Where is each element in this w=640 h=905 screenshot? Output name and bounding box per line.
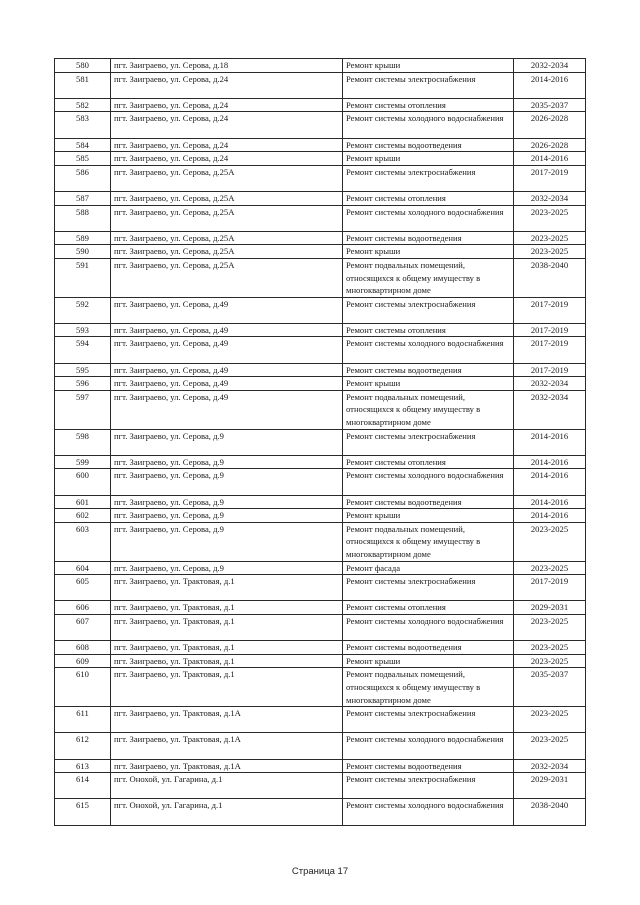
period-cell: 2014-2016 <box>514 72 586 98</box>
period-cell: 2026-2028 <box>514 112 586 138</box>
address-cell: пгт. Заиграево, ул. Серова, д.49 <box>111 390 343 429</box>
table-row <box>55 98 586 112</box>
period-cell: 2038-2040 <box>514 799 586 825</box>
row-number-cell: 606 <box>55 601 111 615</box>
table-row <box>55 377 586 391</box>
row-number-cell: 586 <box>55 165 111 191</box>
work-type-cell: Ремонт системы водоотведения <box>343 759 514 773</box>
table-row <box>55 773 586 799</box>
work-type-cell: Ремонт системы отопления <box>343 601 514 615</box>
work-type-cell: Ремонт системы водоотведения <box>343 231 514 245</box>
address-cell: пгт. Заиграево, ул. Серова, д.24 <box>111 138 343 152</box>
row-number-cell: 607 <box>55 614 111 640</box>
address-cell: пгт. Онохой, ул. Гагарина, д.1 <box>111 773 343 799</box>
work-type-cell: Ремонт системы холодного водоснабжения <box>343 799 514 825</box>
work-type-cell: Ремонт системы электроснабжения <box>343 72 514 98</box>
table-row <box>55 614 586 640</box>
work-type-cell: Ремонт системы холодного водоснабжения <box>343 112 514 138</box>
period-cell: 2023-2025 <box>514 522 586 561</box>
period-cell: 2023-2025 <box>514 205 586 231</box>
period-cell: 2023-2025 <box>514 707 586 733</box>
period-cell: 2017-2019 <box>514 297 586 323</box>
row-number-cell: 600 <box>55 469 111 495</box>
address-cell: пгт. Заиграево, ул. Серова, д.49 <box>111 377 343 391</box>
row-number-cell: 589 <box>55 231 111 245</box>
address-cell: пгт. Заиграево, ул. Серова, д.49 <box>111 297 343 323</box>
period-cell: 2017-2019 <box>514 363 586 377</box>
address-cell: пгт. Заиграево, ул. Трактовая, д.1 <box>111 575 343 601</box>
address-cell: пгт. Онохой, ул. Гагарина, д.1 <box>111 799 343 825</box>
period-cell: 2023-2025 <box>514 614 586 640</box>
work-type-cell: Ремонт системы холодного водоснабжения <box>343 337 514 363</box>
table-row <box>55 112 586 138</box>
address-cell: пгт. Заиграево, ул. Серова, д.25А <box>111 191 343 205</box>
period-cell: 2029-2031 <box>514 773 586 799</box>
table-row <box>55 707 586 733</box>
work-type-cell: Ремонт системы отопления <box>343 455 514 469</box>
work-type-cell: Ремонт системы холодного водоснабжения <box>343 205 514 231</box>
table-row <box>55 429 586 455</box>
row-number-cell: 587 <box>55 191 111 205</box>
table-row <box>55 191 586 205</box>
table-row <box>55 258 586 297</box>
period-cell: 2023-2025 <box>514 245 586 259</box>
row-number-cell: 602 <box>55 509 111 523</box>
table-row <box>55 205 586 231</box>
table-row <box>55 245 586 259</box>
work-type-cell: Ремонт системы электроснабжения <box>343 297 514 323</box>
period-cell: 2014-2016 <box>514 509 586 523</box>
period-cell: 2014-2016 <box>514 429 586 455</box>
table-row <box>55 509 586 523</box>
row-number-cell: 601 <box>55 495 111 509</box>
table-row <box>55 522 586 561</box>
address-cell: пгт. Заиграево, ул. Серова, д.25А <box>111 205 343 231</box>
address-cell: пгт. Заиграево, ул. Серова, д.9 <box>111 522 343 561</box>
period-cell: 2035-2037 <box>514 668 586 707</box>
row-number-cell: 592 <box>55 297 111 323</box>
row-number-cell: 613 <box>55 759 111 773</box>
work-type-cell: Ремонт системы водоотведения <box>343 495 514 509</box>
row-number-cell: 595 <box>55 363 111 377</box>
table-row <box>55 654 586 668</box>
work-type-cell: Ремонт подвальных помещений, относящихся к общему имуществу в многоквартирном доме <box>343 668 514 707</box>
period-cell: 2023-2025 <box>514 641 586 655</box>
period-cell: 2038-2040 <box>514 258 586 297</box>
address-cell: пгт. Заиграево, ул. Серова, д.9 <box>111 455 343 469</box>
work-type-cell: Ремонт системы отопления <box>343 98 514 112</box>
address-cell: пгт. Заиграево, ул. Серова, д.9 <box>111 469 343 495</box>
row-number-cell: 581 <box>55 72 111 98</box>
table-row <box>55 231 586 245</box>
address-cell: пгт. Заиграево, ул. Трактовая, д.1А <box>111 759 343 773</box>
address-cell: пгт. Заиграево, ул. Серова, д.25А <box>111 165 343 191</box>
address-cell: пгт. Заиграево, ул. Серова, д.24 <box>111 112 343 138</box>
row-number-cell: 603 <box>55 522 111 561</box>
row-number-cell: 584 <box>55 138 111 152</box>
period-cell: 2026-2028 <box>514 138 586 152</box>
row-number-cell: 588 <box>55 205 111 231</box>
row-number-cell: 591 <box>55 258 111 297</box>
address-cell: пгт. Заиграево, ул. Трактовая, д.1А <box>111 707 343 733</box>
table-row <box>55 72 586 98</box>
row-number-cell: 609 <box>55 654 111 668</box>
row-number-cell: 611 <box>55 707 111 733</box>
table-row <box>55 152 586 166</box>
table-row <box>55 323 586 337</box>
work-type-cell: Ремонт крыши <box>343 654 514 668</box>
period-cell: 2032-2034 <box>514 59 586 73</box>
row-number-cell: 596 <box>55 377 111 391</box>
table-row <box>55 641 586 655</box>
period-cell: 2023-2025 <box>514 231 586 245</box>
work-type-cell: Ремонт системы водоотведения <box>343 138 514 152</box>
work-type-cell: Ремонт подвальных помещений, относящихся к общему имуществу в многоквартирном доме <box>343 258 514 297</box>
work-type-cell: Ремонт системы холодного водоснабжения <box>343 469 514 495</box>
row-number-cell: 594 <box>55 337 111 363</box>
address-cell: пгт. Заиграево, ул. Серова, д.9 <box>111 509 343 523</box>
address-cell: пгт. Заиграево, ул. Трактовая, д.1 <box>111 668 343 707</box>
address-cell: пгт. Заиграево, ул. Серова, д.18 <box>111 59 343 73</box>
work-type-cell: Ремонт подвальных помещений, относящихся к общему имуществу в многоквартирном доме <box>343 522 514 561</box>
address-cell: пгт. Заиграево, ул. Серова, д.9 <box>111 429 343 455</box>
period-cell: 2014-2016 <box>514 495 586 509</box>
work-type-cell: Ремонт системы водоотведения <box>343 641 514 655</box>
work-type-cell: Ремонт крыши <box>343 245 514 259</box>
work-type-cell: Ремонт системы водоотведения <box>343 363 514 377</box>
address-cell: пгт. Заиграево, ул. Серова, д.49 <box>111 337 343 363</box>
period-cell: 2017-2019 <box>514 323 586 337</box>
row-number-cell: 597 <box>55 390 111 429</box>
address-cell: пгт. Заиграево, ул. Трактовая, д.1 <box>111 654 343 668</box>
address-cell: пгт. Заиграево, ул. Трактовая, д.1 <box>111 601 343 615</box>
row-number-cell: 583 <box>55 112 111 138</box>
table-row <box>55 561 586 575</box>
work-type-cell: Ремонт системы электроснабжения <box>343 165 514 191</box>
address-cell: пгт. Заиграево, ул. Серова, д.24 <box>111 152 343 166</box>
work-type-cell: Ремонт системы холодного водоснабжения <box>343 614 514 640</box>
period-cell: 2032-2034 <box>514 390 586 429</box>
table-row <box>55 165 586 191</box>
row-number-cell: 585 <box>55 152 111 166</box>
page-footer <box>0 866 640 877</box>
row-number-cell: 614 <box>55 773 111 799</box>
period-cell: 2014-2016 <box>514 455 586 469</box>
period-cell: 2035-2037 <box>514 98 586 112</box>
page-number-label: Страница 17 <box>291 866 349 877</box>
table-row <box>55 668 586 707</box>
work-type-cell: Ремонт системы электроснабжения <box>343 707 514 733</box>
row-number-cell: 593 <box>55 323 111 337</box>
row-number-cell: 604 <box>55 561 111 575</box>
table-row <box>55 59 586 73</box>
row-number-cell: 612 <box>55 733 111 759</box>
row-number-cell: 599 <box>55 455 111 469</box>
work-type-cell: Ремонт крыши <box>343 377 514 391</box>
address-cell: пгт. Заиграево, ул. Серова, д.25А <box>111 245 343 259</box>
period-cell: 2017-2019 <box>514 337 586 363</box>
table-row <box>55 455 586 469</box>
row-number-cell: 598 <box>55 429 111 455</box>
table-row <box>55 575 586 601</box>
address-cell: пгт. Заиграево, ул. Серова, д.49 <box>111 363 343 377</box>
work-type-cell: Ремонт системы отопления <box>343 191 514 205</box>
period-cell: 2032-2034 <box>514 759 586 773</box>
address-cell: пгт. Заиграево, ул. Серова, д.24 <box>111 98 343 112</box>
table-row <box>55 733 586 759</box>
period-cell: 2029-2031 <box>514 601 586 615</box>
address-cell: пгт. Заиграево, ул. Серова, д.24 <box>111 72 343 98</box>
period-cell: 2023-2025 <box>514 654 586 668</box>
table-row <box>55 138 586 152</box>
table-row <box>55 495 586 509</box>
table-row <box>55 297 586 323</box>
row-number-cell: 608 <box>55 641 111 655</box>
period-cell: 2032-2034 <box>514 191 586 205</box>
table-row <box>55 469 586 495</box>
work-type-cell: Ремонт крыши <box>343 152 514 166</box>
row-number-cell: 580 <box>55 59 111 73</box>
capital-repair-table <box>54 58 586 826</box>
row-number-cell: 605 <box>55 575 111 601</box>
address-cell: пгт. Заиграево, ул. Трактовая, д.1А <box>111 733 343 759</box>
address-cell: пгт. Заиграево, ул. Трактовая, д.1 <box>111 641 343 655</box>
row-number-cell: 582 <box>55 98 111 112</box>
address-cell: пгт. Заиграево, ул. Серова, д.25А <box>111 258 343 297</box>
row-number-cell: 590 <box>55 245 111 259</box>
period-cell: 2014-2016 <box>514 152 586 166</box>
table-row <box>55 601 586 615</box>
work-type-cell: Ремонт системы электроснабжения <box>343 773 514 799</box>
work-type-cell: Ремонт системы электроснабжения <box>343 575 514 601</box>
period-cell: 2014-2016 <box>514 469 586 495</box>
table-row <box>55 363 586 377</box>
period-cell: 2023-2025 <box>514 733 586 759</box>
address-cell: пгт. Заиграево, ул. Трактовая, д.1 <box>111 614 343 640</box>
work-type-cell: Ремонт системы электроснабжения <box>343 429 514 455</box>
address-cell: пгт. Заиграево, ул. Серова, д.49 <box>111 323 343 337</box>
address-cell: пгт. Заиграево, ул. Серова, д.9 <box>111 561 343 575</box>
table-row <box>55 759 586 773</box>
work-type-cell: Ремонт фасада <box>343 561 514 575</box>
table-row <box>55 799 586 825</box>
table-row <box>55 390 586 429</box>
work-type-cell: Ремонт крыши <box>343 59 514 73</box>
address-cell: пгт. Заиграево, ул. Серова, д.9 <box>111 495 343 509</box>
work-type-cell: Ремонт системы холодного водоснабжения <box>343 733 514 759</box>
period-cell: 2017-2019 <box>514 575 586 601</box>
work-type-cell: Ремонт подвальных помещений, относящихся к общему имуществу в многоквартирном доме <box>343 390 514 429</box>
period-cell: 2023-2025 <box>514 561 586 575</box>
address-cell: пгт. Заиграево, ул. Серова, д.25А <box>111 231 343 245</box>
table-row <box>55 337 586 363</box>
period-cell: 2032-2034 <box>514 377 586 391</box>
row-number-cell: 615 <box>55 799 111 825</box>
work-type-cell: Ремонт системы отопления <box>343 323 514 337</box>
period-cell: 2017-2019 <box>514 165 586 191</box>
row-number-cell: 610 <box>55 668 111 707</box>
work-type-cell: Ремонт крыши <box>343 509 514 523</box>
